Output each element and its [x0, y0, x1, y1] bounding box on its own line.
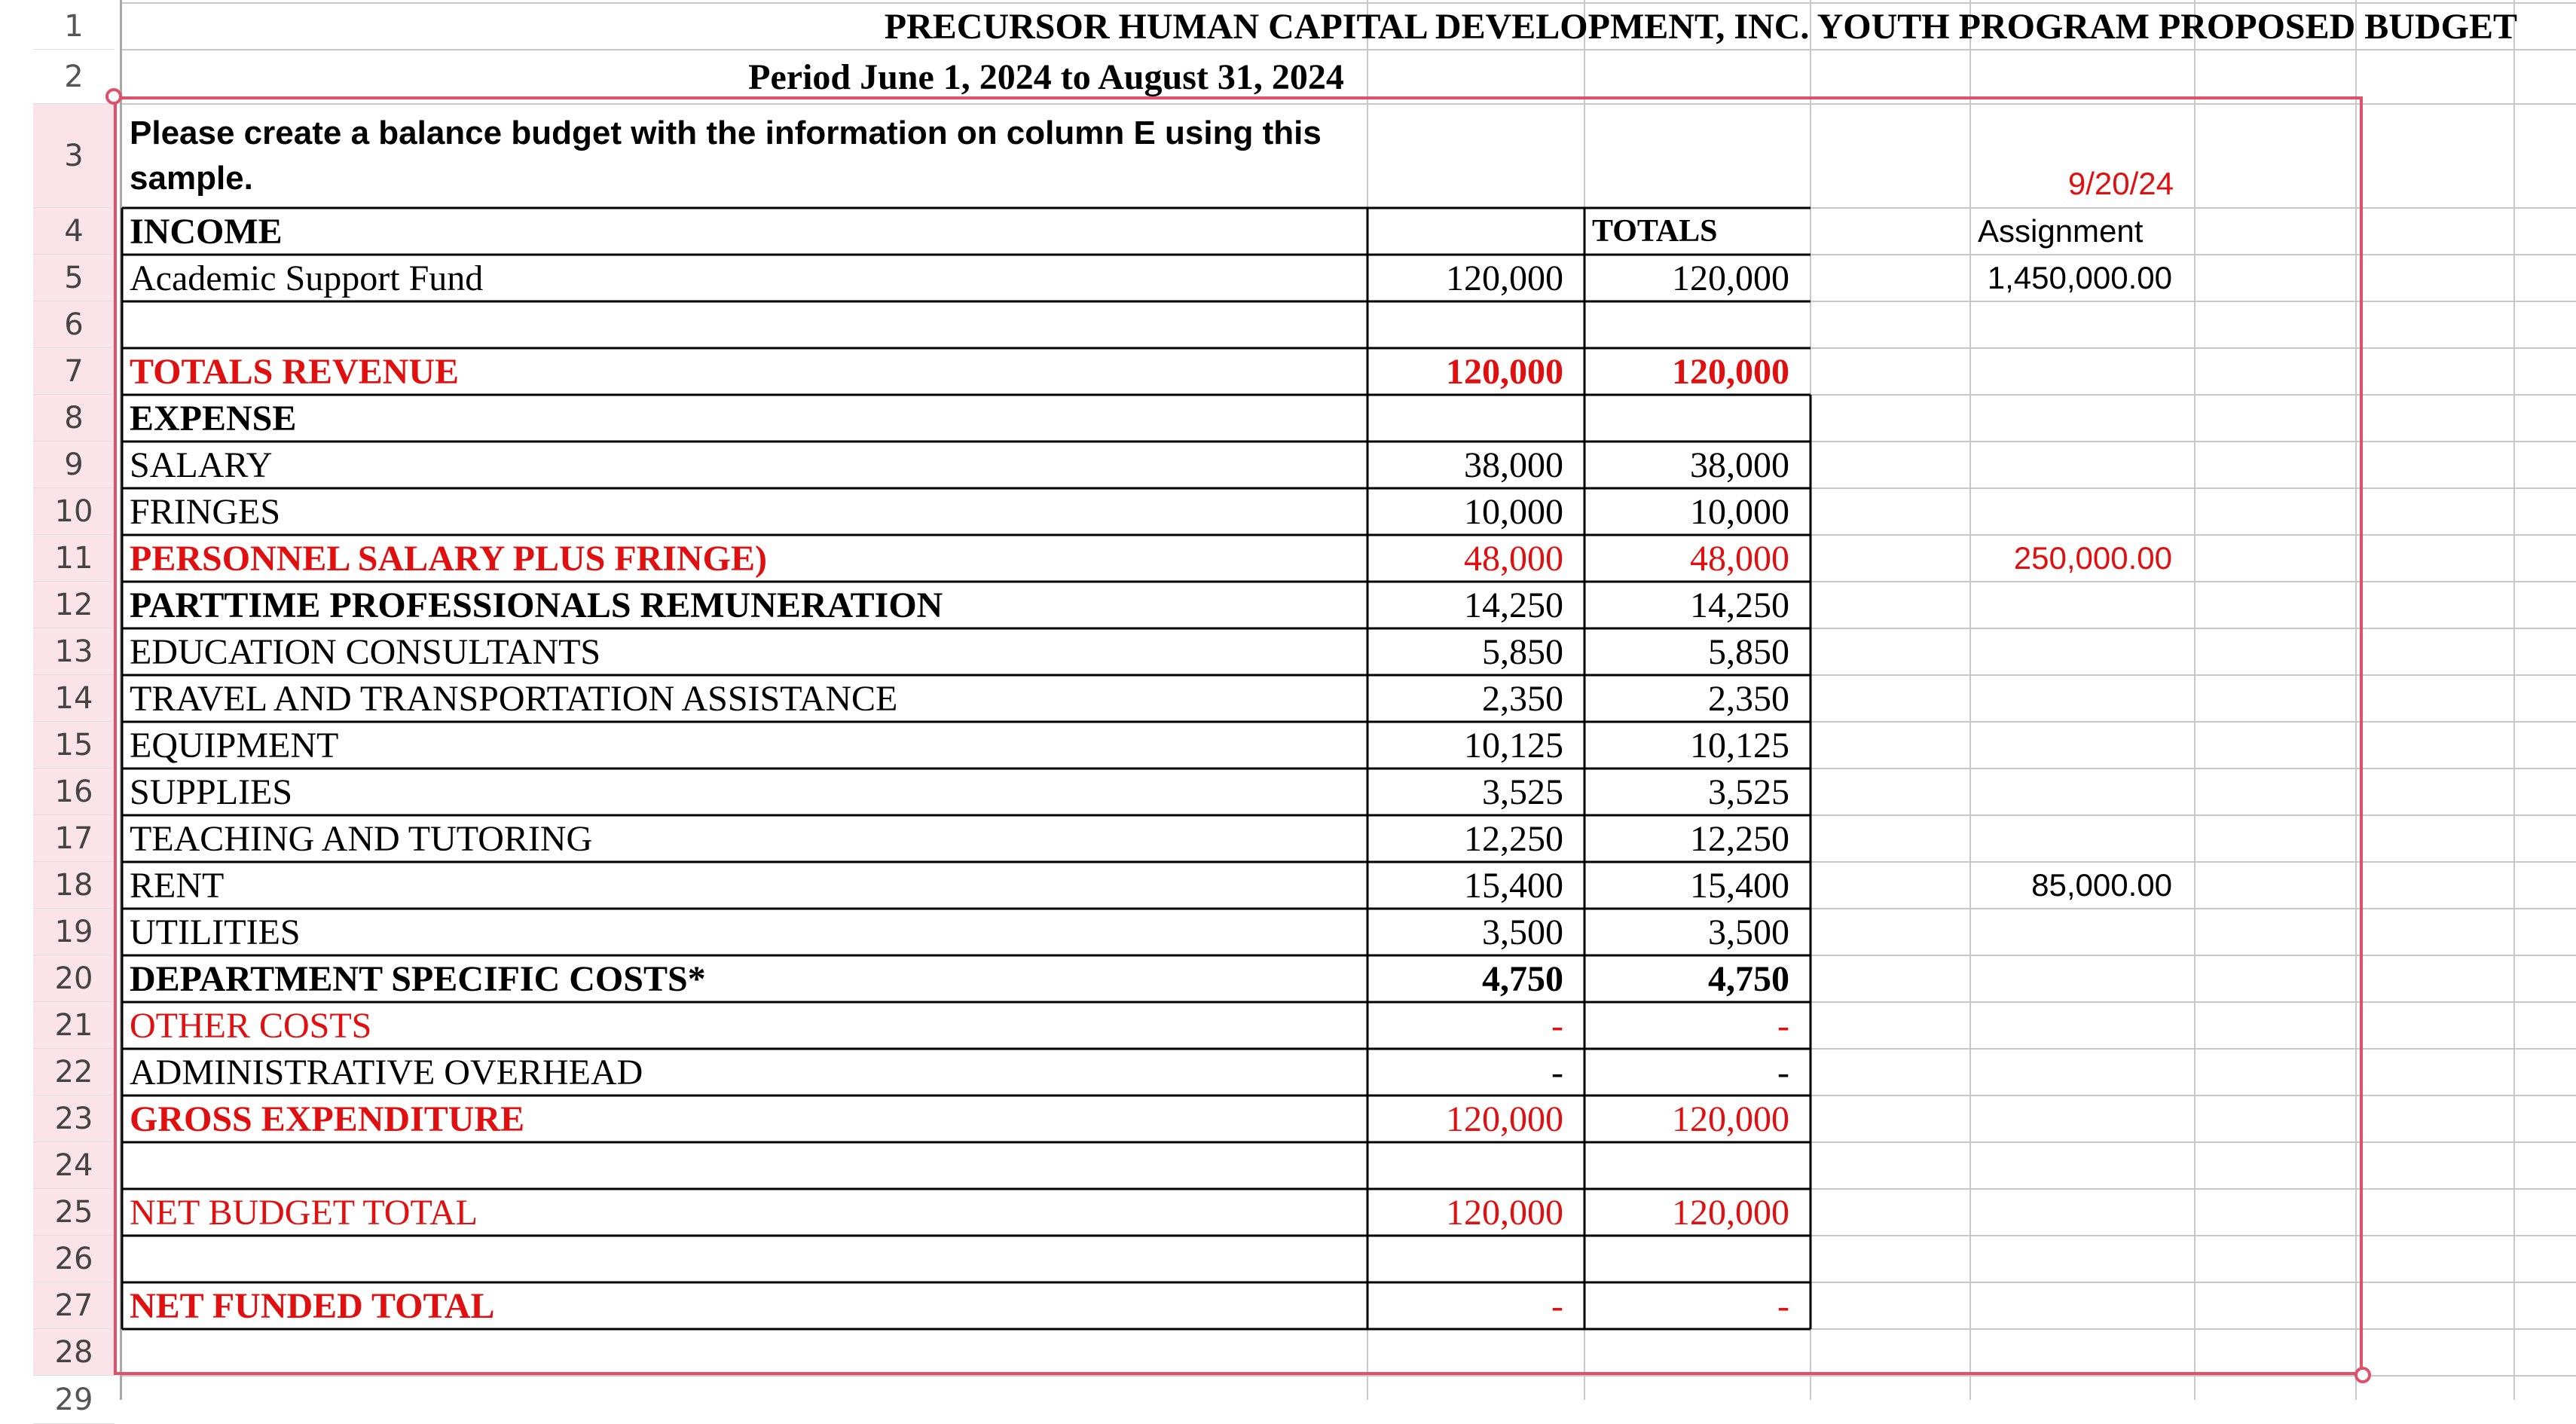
expense-header[interactable]: EXPENSE	[130, 398, 297, 439]
teaching-c[interactable]: 12,250	[1464, 818, 1563, 859]
dept-specific-d[interactable]: 4,750	[1708, 958, 1789, 999]
utilities-d[interactable]: 3,500	[1708, 912, 1789, 952]
row-number-21[interactable]: 21	[33, 1002, 115, 1049]
supplies-label[interactable]: SUPPLIES	[130, 772, 293, 812]
fringes-label[interactable]: FRINGES	[130, 491, 281, 532]
salary-d[interactable]: 38,000	[1690, 445, 1789, 485]
totals-revenue-label[interactable]: TOTALS REVENUE	[130, 351, 460, 392]
row-number-27[interactable]: 27	[33, 1282, 115, 1329]
net-budget-d[interactable]: 120,000	[1672, 1192, 1789, 1233]
academic-support-d[interactable]: 120,000	[1672, 258, 1789, 298]
supplies-d[interactable]: 3,525	[1708, 772, 1789, 812]
education-d[interactable]: 5,850	[1708, 631, 1789, 672]
other-costs-d[interactable]: -	[1777, 1005, 1789, 1046]
row-number-25[interactable]: 25	[33, 1189, 115, 1236]
teaching-d[interactable]: 12,250	[1690, 818, 1789, 859]
dept-specific-c[interactable]: 4,750	[1482, 958, 1563, 999]
admin-overhead-d[interactable]: -	[1777, 1052, 1789, 1092]
row-number-29[interactable]: 29	[33, 1376, 115, 1424]
row-number-1[interactable]: 1	[33, 3, 115, 50]
row-number-3[interactable]: 3	[33, 104, 115, 208]
row-number-14[interactable]: 14	[33, 675, 115, 722]
personnel-e[interactable]: 250,000.00	[2013, 540, 2172, 576]
parttime-c[interactable]: 14,250	[1464, 585, 1563, 625]
row-number-12[interactable]: 12	[33, 582, 115, 628]
gross-expenditure-label[interactable]: GROSS EXPENDITURE	[130, 1099, 525, 1139]
totals-header[interactable]: TOTALS	[1592, 214, 1718, 249]
row-number-15[interactable]: 15	[33, 722, 115, 769]
utilities-label[interactable]: UTILITIES	[130, 912, 301, 952]
fringes-d[interactable]: 10,000	[1690, 491, 1789, 532]
academic-support-label[interactable]: Academic Support Fund	[130, 258, 484, 298]
net-funded-c[interactable]: -	[1551, 1285, 1563, 1326]
education-label[interactable]: EDUCATION CONSULTANTS	[130, 631, 601, 672]
other-costs-c[interactable]: -	[1551, 1005, 1563, 1046]
instruction-note[interactable]: Please create a balance budget with the information on column E using this sample.	[130, 115, 1322, 197]
gross-expenditure-d[interactable]: 120,000	[1672, 1099, 1789, 1139]
academic-support-e[interactable]: 1,450,000.00	[1987, 260, 2172, 295]
row-number-17[interactable]: 17	[33, 815, 115, 862]
row-number-13[interactable]: 13	[33, 628, 115, 675]
other-costs-label[interactable]: OTHER COSTS	[130, 1005, 372, 1046]
net-budget-c[interactable]: 120,000	[1446, 1192, 1563, 1233]
rent-e[interactable]: 85,000.00	[2031, 867, 2172, 903]
selection-handle-top-left[interactable]	[105, 88, 122, 105]
salary-label[interactable]: SALARY	[130, 445, 273, 485]
academic-support-c[interactable]: 120,000	[1446, 258, 1563, 298]
row-number-23[interactable]: 23	[33, 1096, 115, 1142]
travel-c[interactable]: 2,350	[1482, 678, 1563, 719]
admin-overhead-c[interactable]: -	[1551, 1052, 1563, 1092]
title-line-1[interactable]: PRECURSOR HUMAN CAPITAL DEVELOPMENT, INC. YOUTH PROGRAM PROPOSED BUDGET	[884, 6, 2517, 47]
row-number-16[interactable]: 16	[33, 769, 115, 815]
gross-expenditure-c[interactable]: 120,000	[1446, 1099, 1563, 1139]
utilities-c[interactable]: 3,500	[1482, 912, 1563, 952]
row-number-28[interactable]: 28	[33, 1329, 115, 1376]
supplies-c[interactable]: 3,525	[1482, 772, 1563, 812]
assignment-header[interactable]: Assignment	[1978, 213, 2144, 249]
income-header[interactable]: INCOME	[130, 211, 283, 252]
row-number-8[interactable]: 8	[33, 395, 115, 442]
row-number-20[interactable]: 20	[33, 955, 115, 1002]
personnel-label[interactable]: PERSONNEL SALARY PLUS FRINGE)	[130, 538, 767, 579]
rent-label[interactable]: RENT	[130, 865, 225, 906]
row-number-7[interactable]: 7	[33, 348, 115, 395]
net-budget-label[interactable]: NET BUDGET TOTAL	[130, 1192, 478, 1233]
row-number-22[interactable]: 22	[33, 1049, 115, 1096]
row-number-6[interactable]: 6	[33, 301, 115, 348]
travel-d[interactable]: 2,350	[1708, 678, 1789, 719]
row-number-19[interactable]: 19	[33, 909, 115, 955]
totals-revenue-d[interactable]: 120,000	[1672, 351, 1789, 392]
row-number-2[interactable]: 2	[33, 50, 115, 104]
row-number-10[interactable]: 10	[33, 488, 115, 535]
net-funded-d[interactable]: -	[1777, 1285, 1789, 1326]
rent-c[interactable]: 15,400	[1464, 865, 1563, 906]
net-funded-label[interactable]: NET FUNDED TOTAL	[130, 1285, 495, 1326]
equipment-d[interactable]: 10,125	[1690, 725, 1789, 765]
row-number-5[interactable]: 5	[33, 255, 115, 301]
fringes-c[interactable]: 10,000	[1464, 491, 1563, 532]
salary-c[interactable]: 38,000	[1464, 445, 1563, 485]
parttime-label[interactable]: PARTTIME PROFESSIONALS REMUNERATION	[130, 585, 943, 625]
date-note-cell[interactable]: 9/20/24	[2067, 166, 2174, 201]
teaching-label[interactable]: TEACHING AND TUTORING	[130, 818, 593, 859]
row-number-26[interactable]: 26	[33, 1236, 115, 1282]
row-number-11[interactable]: 11	[33, 535, 115, 582]
equipment-label[interactable]: EQUIPMENT	[130, 725, 339, 765]
totals-revenue-c[interactable]: 120,000	[1446, 351, 1563, 392]
personnel-d[interactable]: 48,000	[1690, 538, 1789, 579]
rent-d[interactable]: 15,400	[1690, 865, 1789, 906]
personnel-c[interactable]: 48,000	[1464, 538, 1563, 579]
selection-handle-bottom-right[interactable]	[2354, 1367, 2371, 1383]
row-number-9[interactable]: 9	[33, 442, 115, 488]
row-number-4[interactable]: 4	[33, 208, 115, 255]
admin-overhead-label[interactable]: ADMINISTRATIVE OVERHEAD	[130, 1052, 643, 1092]
dept-specific-label[interactable]: DEPARTMENT SPECIFIC COSTS*	[130, 958, 706, 999]
row-number-18[interactable]: 18	[33, 862, 115, 909]
equipment-c[interactable]: 10,125	[1464, 725, 1563, 765]
education-c[interactable]: 5,850	[1482, 631, 1563, 672]
row-number-24[interactable]: 24	[33, 1142, 115, 1189]
parttime-d[interactable]: 14,250	[1690, 585, 1789, 625]
travel-label[interactable]: TRAVEL AND TRANSPORTATION ASSISTANCE	[130, 678, 898, 719]
title-line-2[interactable]: Period June 1, 2024 to August 31, 2024	[748, 57, 1344, 97]
